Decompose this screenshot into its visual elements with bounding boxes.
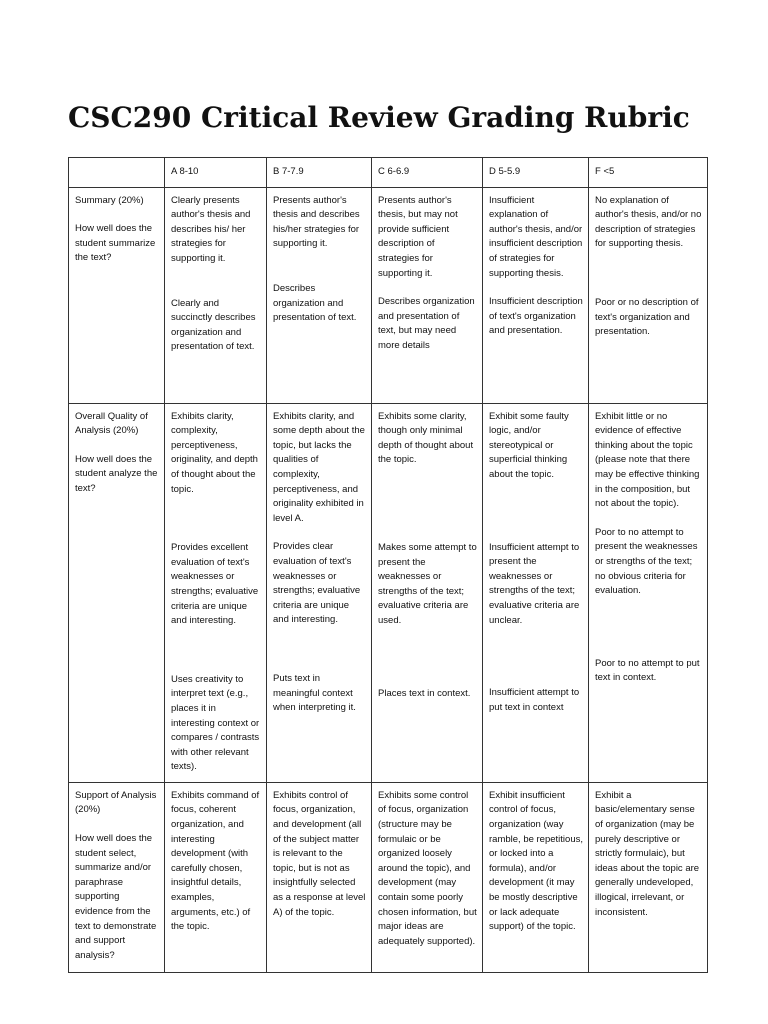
cell-paragraph: Exhibit a basic/elementary sense of organization (may be purely descriptive or strictly formulaic), but ideas about the topic are generally undeveloped, illogical, irrelevant, or inconsistent.: [595, 789, 700, 918]
cell-paragraph: Exhibits some clarity, though only minimal depth of thought about the topic.: [378, 410, 474, 466]
cell-paragraph: Describes organization and presentation of text.: [273, 282, 357, 324]
grade-d-cell: [483, 403, 589, 782]
cell-paragraph: Exhibit some faulty logic, and/or stereotypical or superficial thinking about the topic.: [489, 410, 569, 480]
cell-paragraph: Places text in context.: [378, 687, 471, 699]
criterion-question: How well does the student select, summarize and/or paraphrase supporting evidence from the text to demonstrate and support analysis?: [75, 833, 157, 961]
cell-paragraph: Exhibit insufficient control of focus, organization (way ramble, be repetitious, or locked into a formula), and/or development (it may be mostly descriptive or lack adequate support) of the topic.: [489, 789, 583, 933]
grade-d-cell: [483, 187, 589, 403]
grade-f-cell: [589, 403, 708, 782]
grade-f-cell: [589, 782, 708, 972]
criterion-question: How well does the student analyze the text?: [75, 453, 158, 494]
cell-paragraph: Poor to no attempt to present the weaknesses or strengths of the text; no obvious criteria for evaluation.: [595, 526, 698, 597]
column-header-b: B 7-7.9: [267, 158, 372, 188]
criterion-question: How well does the student summarize the text?: [75, 223, 156, 264]
cell-paragraph: Insufficient attempt to put text in context: [489, 687, 580, 713]
grade-b-cell: [267, 782, 372, 972]
grade-a-cell: [165, 187, 267, 403]
grade-c-cell: [372, 782, 483, 972]
table-row: [69, 782, 708, 972]
table-header-row: [69, 158, 708, 188]
cell-paragraph: Exhibits clarity, and some depth about the topic, but lacks the qualities of complexity, perceptiveness, and originality exhibited in level A.: [273, 410, 365, 524]
cell-paragraph: No explanation of author's thesis, and/or no description of strategies for supporting thesis.: [595, 194, 702, 250]
cell-paragraph: Presents author's thesis and describes his/her strategies for supporting it.: [273, 194, 360, 250]
cell-paragraph: Exhibit little or no evidence of effective thinking about the topic (please note that there may be effective thinking in the composition, but not about the topic).: [595, 410, 700, 510]
criterion-cell: [69, 403, 165, 782]
grade-c-cell: [372, 187, 483, 403]
grade-d-cell: [483, 782, 589, 972]
criterion-cell: [69, 187, 165, 403]
criterion-label: Overall Quality of Analysis (20%): [75, 410, 148, 437]
cell-paragraph: Exhibits some control of focus, organization (structure may be formulaic or be organized loosely around the topic), and development (may contain some poorly chosen information, but major ideas are adequately supported).: [378, 789, 477, 947]
cell-paragraph: Exhibits control of focus, organization, and development (all of the subject matter is relevant to the topic, but is not as insightfully selected as a response at level A) of the topic.: [273, 789, 366, 918]
cell-paragraph: Presents author's thesis, but may not provide sufficient description of strategies for supporting it.: [378, 194, 458, 279]
cell-paragraph: Provides clear evaluation of text's weaknesses or strengths; evaluative criteria are unique and interesting.: [273, 541, 361, 626]
cell-paragraph: Exhibits clarity, complexity, perceptiveness, originality, and depth of thought about the topic.: [171, 410, 258, 495]
criterion-cell: [69, 782, 165, 972]
column-header-c: C 6-6.9: [372, 158, 483, 188]
column-header-d: D 5-5.9: [483, 158, 589, 188]
cell-paragraph: Clearly and succinctly describes organization and presentation of text.: [171, 297, 256, 353]
column-header-f: F <5: [589, 158, 708, 188]
cell-paragraph: Insufficient attempt to present the weaknesses or strengths of the text; evaluative criteria are unclear.: [489, 541, 580, 626]
grade-b-cell: [267, 403, 372, 782]
table-row: [69, 403, 708, 782]
grade-a-cell: [165, 782, 267, 972]
cell-paragraph: Poor to no attempt to put text in context.: [595, 657, 700, 684]
cell-paragraph: Poor or no description of text's organization and presentation.: [595, 296, 699, 338]
cell-paragraph: Puts text in meaningful context when interpreting it.: [273, 672, 356, 714]
page-title: CSC290 Critical Review Grading Rubric: [68, 101, 690, 134]
cell-paragraph: Provides excellent evaluation of text's weaknesses or strengths; evaluative criteria are unique and interesting.: [171, 542, 259, 627]
cell-paragraph: Uses creativity to interpret text (e.g., places it in interesting context or compares / contrasts with other relevant texts).: [171, 673, 260, 773]
cell-paragraph: Clearly presents author's thesis and describes his/ her strategies for supporting it.: [171, 194, 251, 264]
column-header-a: A 8-10: [165, 158, 267, 188]
column-header-criterion: [69, 158, 165, 188]
grade-a-cell: [165, 403, 267, 782]
cell-paragraph: Describes organization and presentation of text, but may need more details: [378, 296, 475, 351]
grade-b-cell: [267, 187, 372, 403]
cell-paragraph: Exhibits command of focus, coherent organization, and interesting development (with carefully chosen, insightful details, examples, arguments, etc.) of the topic.: [171, 789, 260, 933]
grade-f-cell: [589, 187, 708, 403]
cell-paragraph: Insufficient explanation of author's thesis, and/or insufficient description of strategies for supporting thesis.: [489, 194, 583, 279]
criterion-label: Summary (20%): [75, 194, 144, 206]
cell-paragraph: Insufficient description of text's organization and presentation.: [489, 296, 583, 337]
criterion-label: Support of Analysis (20%): [75, 789, 157, 816]
grading-rubric-table: [68, 157, 708, 973]
grade-c-cell: [372, 403, 483, 782]
table-row: [69, 187, 708, 403]
cell-paragraph: Makes some attempt to present the weaknesses or strengths of the text; evaluative criteria are used.: [378, 541, 477, 626]
